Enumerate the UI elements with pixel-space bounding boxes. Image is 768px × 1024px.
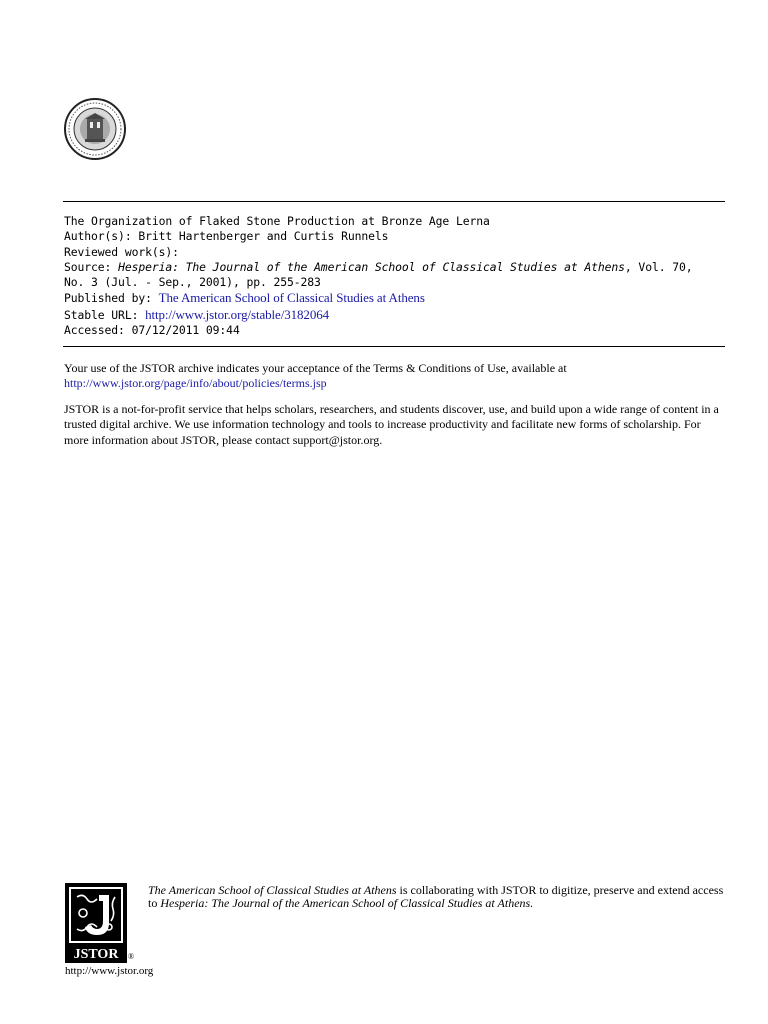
collaboration-statement — [148, 884, 728, 909]
stable-url-label: Stable URL: — [64, 307, 139, 322]
stable-url-link[interactable]: http://www.jstor.org/stable/3182064 — [145, 306, 330, 322]
ascsa-seal-icon — [63, 97, 127, 161]
jstor-logo-icon — [65, 883, 127, 963]
terms-link[interactable]: http://www.jstor.org/page/info/about/policies/terms.jsp — [64, 376, 327, 391]
authors-value: Britt Hartenberger and Curtis Runnels — [138, 229, 389, 244]
source-journal: Hesperia: The Journal of the American School of Classical Studies at Athens — [118, 259, 625, 274]
footer-journal: Hesperia: The Journal of the American School of Classical Studies at Athens. — [160, 895, 534, 910]
middle-divider — [63, 346, 725, 347]
jstor-url[interactable]: http://www.jstor.org — [65, 965, 154, 977]
published-line — [64, 290, 726, 306]
reviewed-works-label: Reviewed work(s): — [64, 244, 179, 259]
source-line — [64, 260, 726, 275]
registered-mark: ® — [128, 952, 135, 961]
accessed-line: Accessed: 07/12/2011 09:44 — [64, 323, 240, 338]
footer-publisher: The American School of Classical Studies at Athens — [148, 883, 397, 897]
source-issue: No. 3 (Jul. - Sep., 2001), pp. 255-283 — [64, 275, 321, 290]
terms-block — [64, 361, 726, 458]
publisher-link[interactable]: The American School of Classical Studies at Athens — [158, 290, 425, 306]
source-label: Source: — [64, 259, 112, 274]
terms-paragraph — [64, 361, 726, 392]
authors-line — [64, 229, 726, 244]
jstor-description: JSTOR is a not-for-profit service that helps scholars, researchers, and students discover, use, and build upon a wide range of content in a trusted digital archive. We use information technology and tools to increase productivity and facilitate new forms of scholarship. For more information about JSTOR, please contact support@jstor.org. — [64, 401, 719, 447]
jstor-logo-text: JSTOR — [73, 947, 119, 962]
source-volume: , Vol. 70, — [624, 259, 693, 274]
article-title: The Organization of Flaked Stone Production at Bronze Age Lerna — [64, 214, 490, 228]
footer-collab-text: is collaborating with JSTOR to digitize, preserve and extend access to — [148, 883, 724, 910]
authors-label: Author(s): — [64, 229, 132, 244]
citation-block — [64, 214, 726, 338]
stable-url-line — [64, 307, 726, 323]
published-label: Published by: — [64, 291, 152, 306]
top-divider — [63, 201, 725, 202]
terms-text: Your use of the JSTOR archive indicates your acceptance of the Terms & Conditions of Use, available at — [64, 361, 567, 375]
